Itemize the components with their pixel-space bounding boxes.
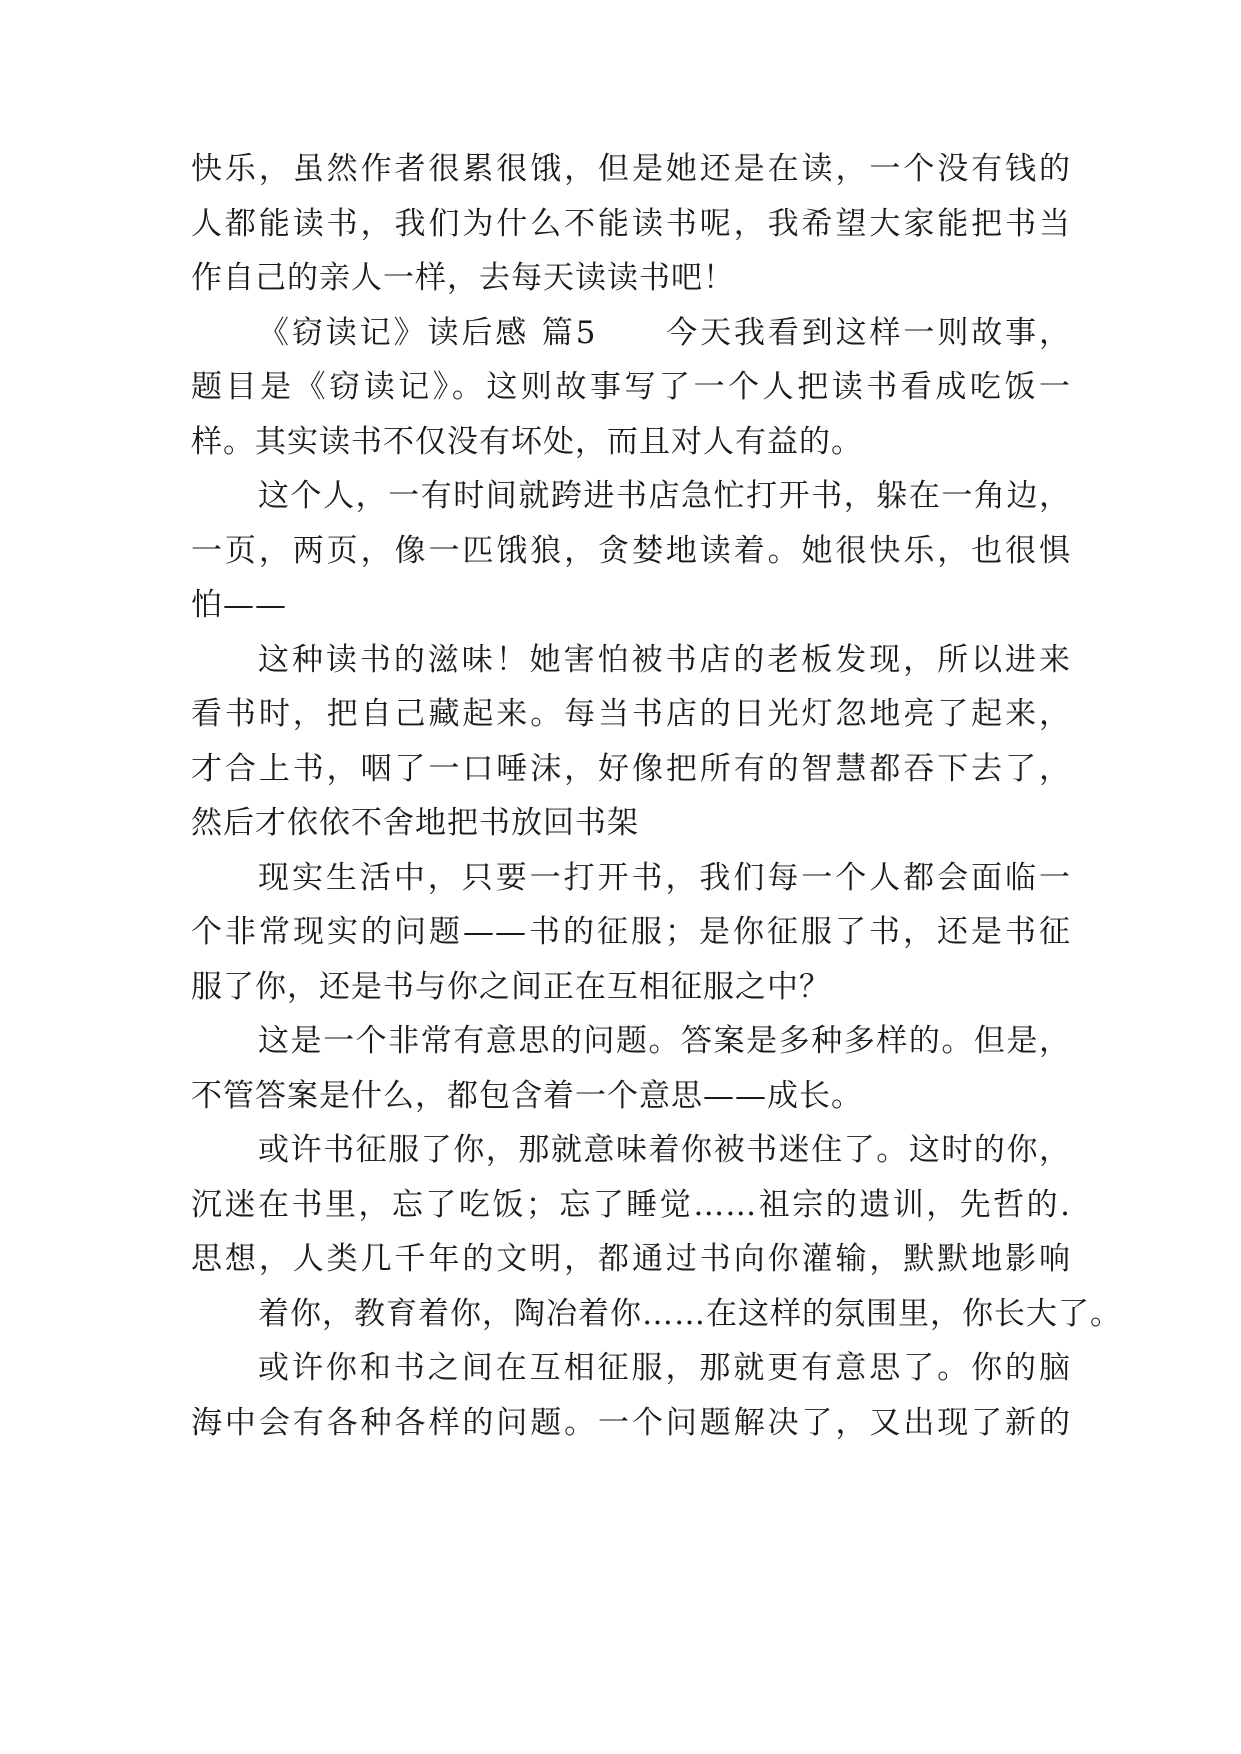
text-line-2: 人都能读书，我们为什么不能读书呢，我希望大家能把书当 (191, 205, 1071, 242)
text-line-18: 不管答案是什么，都包含着一个意思——成长。 (191, 1077, 863, 1114)
text-line-23: 或许你和书之间在互相征服，那就更有意思了。你的脑 (258, 1350, 1071, 1386)
text-line-9: 怕—— (191, 587, 287, 623)
text-line-21: 思想，人类几千年的文明，都通过书向你灌输，默默地影响 (191, 1241, 1071, 1277)
text-line-1: 快乐，虽然作者很累很饿，但是她还是在读，一个没有钱的 (191, 151, 1071, 187)
text-line-11: 看书时，把自己藏起来。每当书店的日光灯忽地亮了起来， (191, 696, 1071, 732)
essay-heading-line: 《窃读记》读后感 篇5 今天我看到这样一则故事， (258, 314, 1071, 351)
text-line-15: 个非常现实的问题——书的征服；是你征服了书，还是书征 (191, 914, 1071, 950)
text-line-24: 海中会有各种各样的问题。一个问题解决了，又出现了新的 (191, 1404, 1071, 1441)
text-line-8: 一页，两页，像一匹饿狼，贪婪地读着。她很快乐，也很惧 (191, 532, 1071, 569)
text-line-20: 沉迷在书里，忘了吃饭；忘了睡觉……祖宗的遗训，先哲的. (191, 1186, 1071, 1223)
text-line-3: 作自己的亲人一样，去每天读读书吧！ (191, 260, 735, 296)
text-line-16: 服了你，还是书与你之间正在互相征服之中？ (191, 968, 831, 1005)
text-line-7: 这个人，一有时间就跨进书店急忙打开书，躲在一角边， (258, 478, 1071, 514)
text-line-12: 才合上书，咽了一口唾沫，好像把所有的智慧都吞下去了， (191, 750, 1071, 787)
text-line-17: 这是一个非常有意思的问题。答案是多种多样的。但是， (258, 1023, 1071, 1059)
text-line-5: 题目是《窃读记》。这则故事写了一个人把读书看成吃饭一 (191, 369, 1071, 405)
text-line-22: 着你，教育着你，陶冶着你……在这样的氛围里，你长大了。 (258, 1295, 1122, 1332)
text-line-14: 现实生活中，只要一打开书，我们每一个人都会面临一 (258, 859, 1071, 896)
text-line-19: 或许书征服了你，那就意味着你被书迷住了。这时的你， (258, 1132, 1071, 1168)
text-line-6: 样。其实读书不仅没有坏处，而且对人有益的。 (191, 423, 863, 460)
text-line-13: 然后才依依不舍地把书放回书架 (191, 805, 639, 841)
text-line-10: 这种读书的滋味！她害怕被书店的老板发现，所以进来 (258, 641, 1071, 678)
